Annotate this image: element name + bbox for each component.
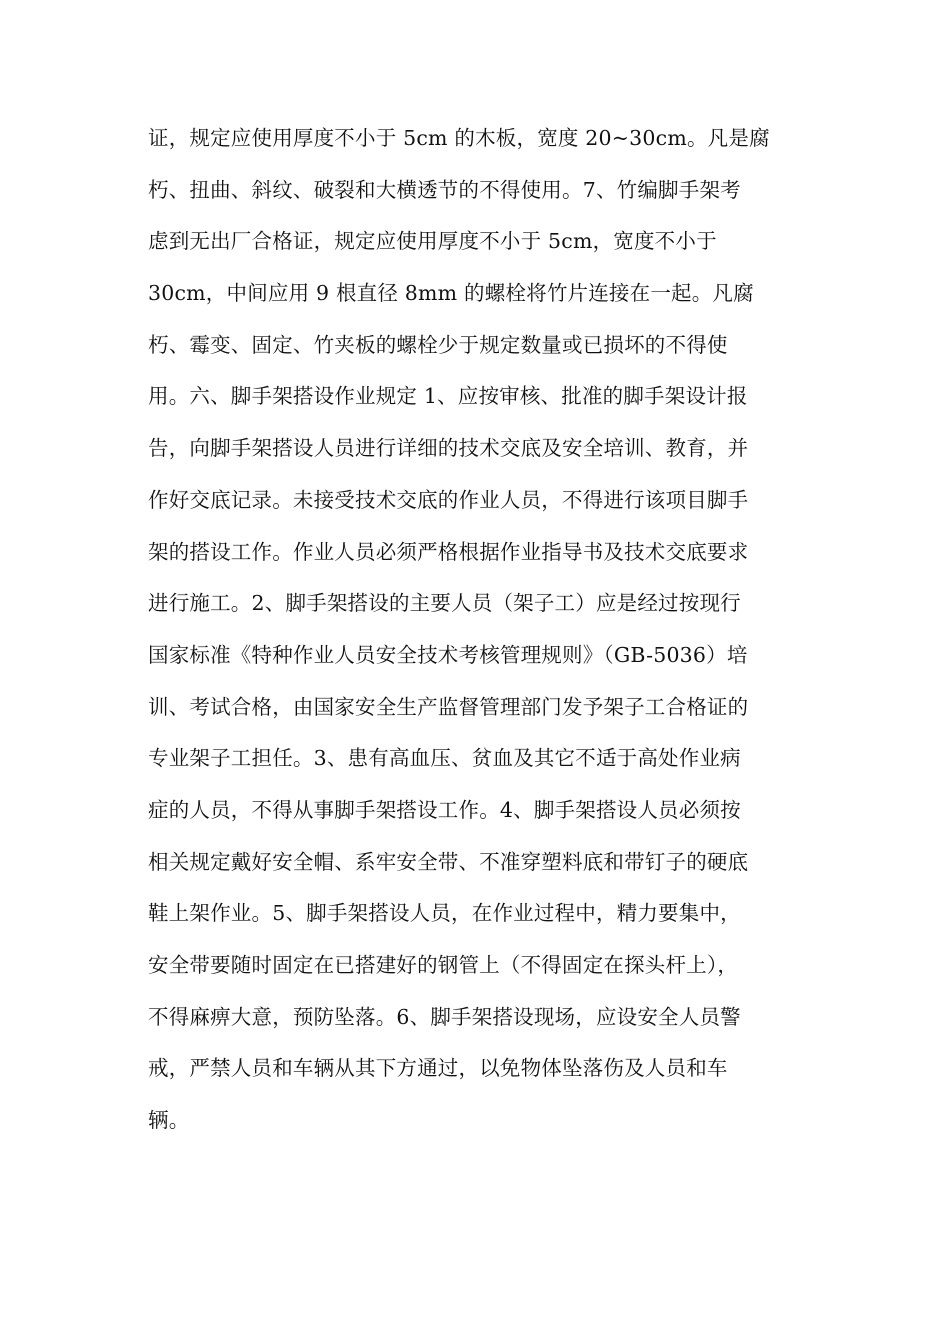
- text-line: 证，规定应使用厚度不小于 5cm 的木板，宽度 20~30cm。凡是腐: [148, 126, 770, 150]
- text-line: 安全带要随时固定在已搭建好的钢管上（不得固定在探头杆上），: [148, 953, 739, 977]
- text-line: 不得麻痹大意，预防坠落。6、脚手架搭设现场，应设安全人员警: [148, 1004, 741, 1029]
- text-line: 朽、扭曲、斜纹、破裂和大横透节的不得使用。7、竹编脚手架考: [148, 177, 741, 202]
- text-line: 朽、霉变、固定、竹夹板的螺栓少于规定数量或已损坏的不得使: [148, 332, 728, 357]
- text-line: 告，向脚手架搭设人员进行详细的技术交底及安全培训、教育，并: [148, 436, 749, 461]
- text-line: 30cm，中间应用 9 根直径 8mm 的螺栓将竹片连接在一起。凡腐: [148, 281, 754, 306]
- text-line: 专业架子工担任。3、患有高血压、贫血及其它不适于高处作业病: [148, 746, 741, 771]
- text-line: 戒，严禁人员和车辆从其下方通过，以免物体坠落伤及人员和车: [148, 1056, 728, 1081]
- text-line: 用。六、脚手架搭设作业规定 1、应按审核、批准的脚手架设计报: [148, 384, 748, 409]
- text-line: 虑到无出厂合格证，规定应使用厚度不小于 5cm，宽度不小于: [148, 229, 717, 254]
- text-line: 辆。: [148, 1108, 190, 1133]
- text-line: 相关规定戴好安全帽、系牢安全带、不准穿塑料底和带钉子的硬底: [148, 849, 749, 874]
- text-line: 训、考试合格，由国家安全生产监督管理部门发予架子工合格证的: [148, 694, 749, 719]
- text-line: 进行施工。2、脚手架搭设的主要人员（架子工）应是经过按现行: [148, 591, 741, 616]
- text-line: 症的人员，不得从事脚手架搭设工作。4、脚手架搭设人员必须按: [148, 797, 741, 822]
- text-line: 作好交底记录。未接受技术交底的作业人员，不得进行该项目脚手: [148, 487, 749, 512]
- body-text: [148, 118, 808, 1152]
- text-line: 鞋上架作业。5、脚手架搭设人员，在作业过程中，精力要集中，: [148, 901, 741, 926]
- text-line: 架的搭设工作。作业人员必须严格根据作业指导书及技术交底要求: [148, 539, 749, 564]
- text-line: 国家标准《特种作业人员安全技术考核管理规则》（GB-5036）培: [148, 642, 748, 667]
